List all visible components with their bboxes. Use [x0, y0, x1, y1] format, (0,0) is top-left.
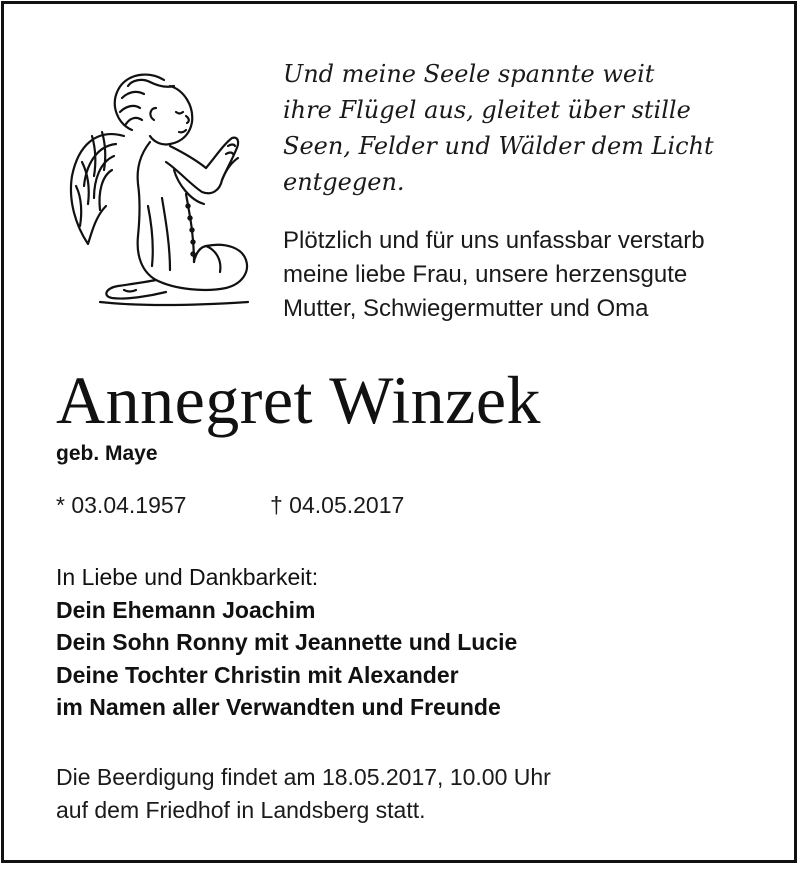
announcement-line: Mutter, Schwiegermutter und Oma [283, 295, 649, 322]
funeral-notice [56, 761, 776, 827]
funeral-line: Die Beerdigung findet am 18.05.2017, 10.00 Uhr [56, 764, 551, 790]
poem-verse [283, 56, 783, 200]
mourner-line: im Namen aller Verwandten und Freunde [56, 694, 501, 720]
mourners-heading: In Liebe und Dankbarkeit: [56, 564, 319, 590]
poem-line: Und meine Seele spannte weit [283, 60, 655, 88]
mourner-line: Dein Ehemann Joachim [56, 596, 316, 623]
poem-line: Seen, Felder und Wälder dem Licht [283, 132, 714, 160]
announcement-line: Plötzlich und für uns unfassbar verstarb [283, 227, 705, 254]
obituary-card [1, 1, 797, 863]
announcement-text [283, 224, 783, 326]
death-date: † 04.05.2017 [270, 492, 405, 518]
mourner-line: Dein Sohn Ronny mit Jeannette und Lucie [56, 629, 518, 655]
deceased-name: Annegret Winzek [56, 362, 541, 438]
birth-date: * 03.04.1957 [56, 492, 187, 518]
poem-line: ihre Flügel aus, gleitet über stille [283, 96, 691, 124]
praying-angel-icon [66, 66, 256, 311]
mourners-list [56, 561, 776, 724]
funeral-line: auf dem Friedhof in Landsberg statt. [56, 797, 426, 823]
announcement-line: meine liebe Frau, unsere herzensgute [283, 261, 688, 288]
birth-name: geb. Maye [56, 442, 158, 465]
mourner-line: Deine Tochter Christin mit Alexander [56, 661, 459, 688]
poem-line: entgegen. [283, 168, 405, 196]
